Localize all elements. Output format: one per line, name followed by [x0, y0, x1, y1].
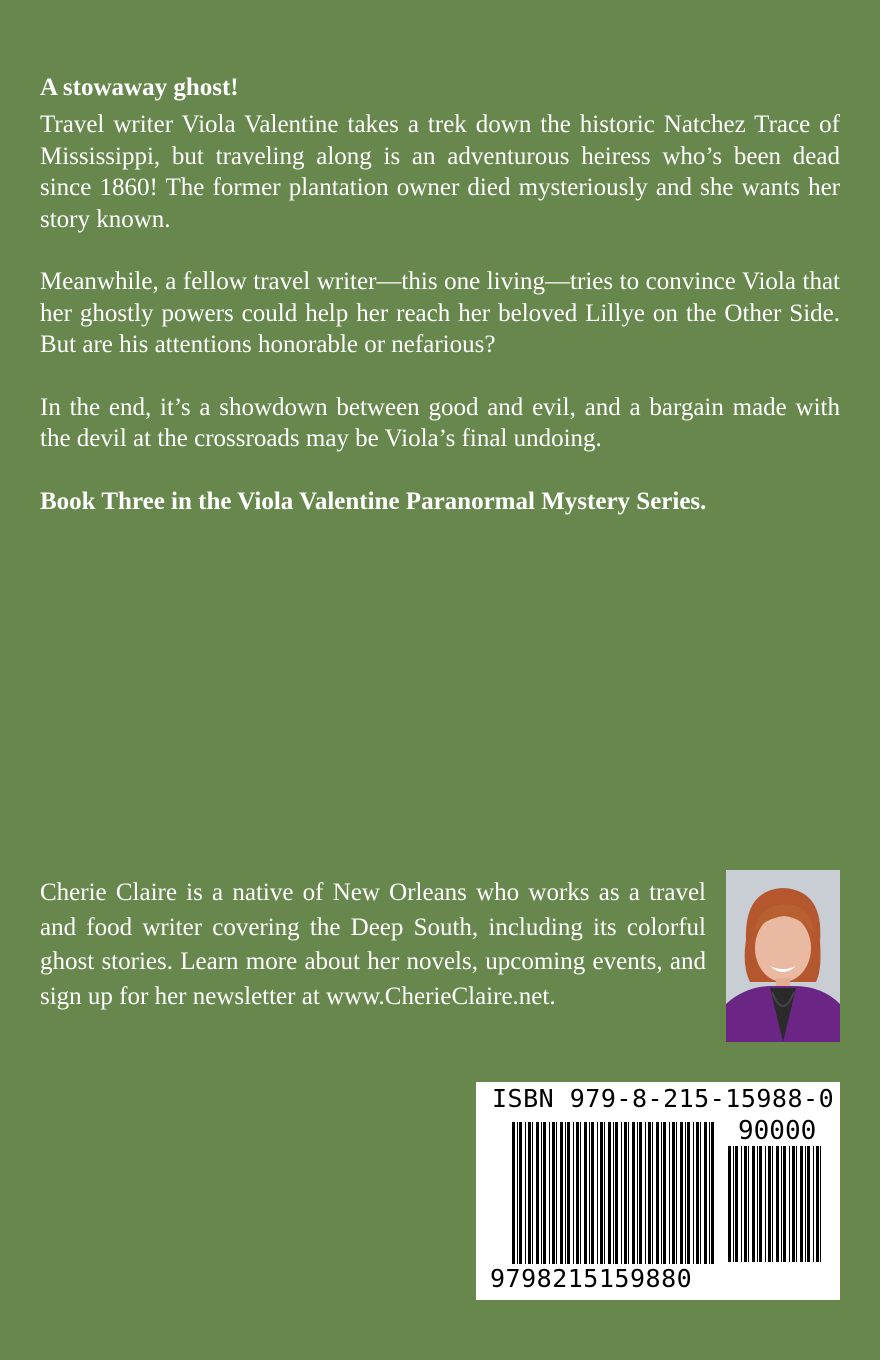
- barcode-bar: [783, 1146, 786, 1262]
- barcode-bar: [567, 1122, 570, 1264]
- barcode-bar: [621, 1122, 622, 1264]
- barcode-bar: [772, 1146, 773, 1262]
- barcode-bar: [813, 1146, 814, 1262]
- blurb-paragraph: Travel writer Viola Valentine takes a trek down the historic Natchez Trace of Mississippi, but traveling along is an adventurous heiress who’s been dead since 1860! The former plantation owner died mysteriously and she wants her story known.: [40, 111, 840, 233]
- barcode-bar: [565, 1122, 566, 1264]
- barcode-bar: [661, 1122, 662, 1264]
- barcode-bar: [624, 1122, 627, 1264]
- barcode-bar: [576, 1122, 579, 1264]
- isbn-barcode: [476, 1082, 840, 1300]
- barcode-bar: [591, 1122, 594, 1264]
- author-bio: Cherie Claire is a native of New Orleans who works as a travel and food writer covering the Deep South, including its colorful ghost stories. Learn more about her novels, upcoming events, and sign up for her newsletter at www.CherieClaire.net.: [40, 879, 706, 1010]
- series-line: Book Three in the Viola Valentine Paranormal Mystery Series.: [40, 487, 707, 515]
- barcode-bar: [541, 1122, 542, 1264]
- author-photo: [726, 870, 840, 1042]
- blurb-heading: A stowaway ghost!: [40, 74, 239, 101]
- barcode-bar: [820, 1146, 821, 1262]
- barcode-bar: [580, 1122, 581, 1264]
- barcode-bar: [648, 1122, 651, 1264]
- barcode-bar: [711, 1122, 714, 1264]
- barcode-bar: [733, 1146, 734, 1262]
- barcode-bar: [615, 1122, 618, 1264]
- barcode-bar: [637, 1122, 638, 1264]
- barcode-bar: [597, 1122, 598, 1264]
- barcode-bar: [517, 1122, 518, 1264]
- barcode-bar: [741, 1146, 742, 1262]
- barcode-bar: [796, 1146, 797, 1262]
- blurb-paragraph: Meanwhile, a fellow travel writer—this one living—tries to convince Viola that her ghostly powers could help her reach her beloved Lillye on the Other Side. But are his attentions honorable or nefarious?: [40, 268, 840, 358]
- barcode-bar: [765, 1146, 766, 1262]
- back-cover-blurb: [40, 70, 840, 548]
- barcode-bar: [543, 1122, 546, 1264]
- barcode-bar: [757, 1146, 758, 1262]
- barcode-bar: [549, 1122, 550, 1264]
- price-code: 90000: [738, 1116, 817, 1146]
- blurb-paragraph: In the end, it’s a showdown between good and evil, and a bargain made with the devil at the crossroads may be Viola’s final undoing.: [40, 393, 840, 452]
- barcode-bar: [536, 1122, 539, 1264]
- barcode-bar: [800, 1146, 803, 1262]
- barcode-bar: [608, 1122, 611, 1264]
- barcode-bar: [752, 1146, 755, 1262]
- barcode-bar: [776, 1146, 779, 1262]
- ean-digits: 9798215159880: [490, 1264, 693, 1293]
- barcode-bar: [709, 1122, 710, 1264]
- barcode-bar: [639, 1122, 642, 1264]
- barcode-bar: [792, 1146, 795, 1262]
- barcode-bar: [693, 1122, 694, 1264]
- barcode-bar: [589, 1122, 590, 1264]
- barcode-bar: [728, 1146, 731, 1262]
- barcode-bar: [807, 1146, 810, 1262]
- barcode-bar: [556, 1122, 557, 1264]
- barcode-bar: [663, 1122, 666, 1264]
- barcode-bar: [687, 1122, 690, 1264]
- barcode-bar: [685, 1122, 686, 1264]
- barcode-bar: [652, 1122, 653, 1264]
- barcode-bar: [696, 1122, 699, 1264]
- barcode-bar: [512, 1122, 515, 1264]
- barcode-bar: [532, 1122, 533, 1264]
- barcode-bar: [744, 1146, 747, 1262]
- barcode-bar: [700, 1122, 701, 1264]
- barcode-bar: [519, 1122, 522, 1264]
- barcode-bar: [676, 1122, 677, 1264]
- barcode-bar: [805, 1146, 806, 1262]
- barcode-bar: [768, 1146, 771, 1262]
- barcode-bar: [781, 1146, 782, 1262]
- barcode-bar: [680, 1122, 683, 1264]
- isbn-label: ISBN 979-8-215-15988-0: [492, 1084, 835, 1113]
- barcode-bar: [789, 1146, 790, 1262]
- barcode-bar: [525, 1122, 526, 1264]
- barcode-bar: [552, 1122, 555, 1264]
- barcode-bar: [604, 1122, 605, 1264]
- barcode-bar: [816, 1146, 819, 1262]
- barcode-bar: [669, 1122, 670, 1264]
- barcode-bar: [573, 1122, 574, 1264]
- barcode-bar: [672, 1122, 675, 1264]
- author-portrait-image: [726, 870, 840, 1042]
- barcode-bar: [645, 1122, 646, 1264]
- barcode-bar: [528, 1122, 531, 1264]
- barcode-bar: [704, 1122, 707, 1264]
- barcode-bar: [632, 1122, 635, 1264]
- barcode-bar: [613, 1122, 614, 1264]
- barcode-bar: [735, 1146, 738, 1262]
- barcode-bar: [759, 1146, 762, 1262]
- barcode-bar: [560, 1122, 563, 1264]
- barcode-bar: [628, 1122, 629, 1264]
- barcode-bar: [584, 1122, 587, 1264]
- barcode-bar: [748, 1146, 749, 1262]
- barcode-bar: [600, 1122, 603, 1264]
- barcode-bar: [656, 1122, 659, 1264]
